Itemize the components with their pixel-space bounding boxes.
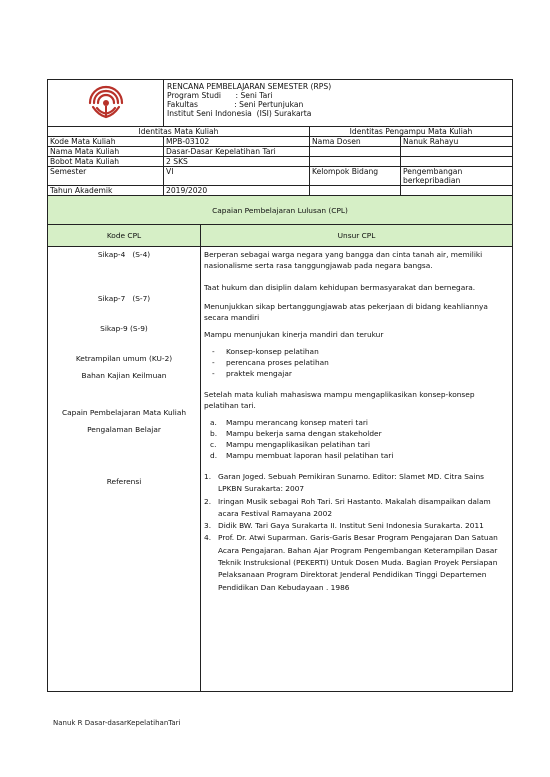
list-marker: 4. [204,533,212,543]
list-item [204,428,509,439]
cell-value [401,147,513,157]
cell-label: Kode Mata Kuliah [48,137,164,147]
cell-value [401,157,513,167]
sikap4-text: Berperan sebagai warga negara yang bangga dan cinta tanah air, memiliki nasionalisme serta rasa tanggungjawab pada negara bangsa. [204,250,483,270]
cell-label: Tahun Akademik [48,186,164,196]
table-row [48,147,513,157]
list-text: Prof. Dr. Atwi Suparman. Garis-Garis Besar Program Pengajaran Dan Satuan Acara Pengajaran. Bahan Ajar Program Pengembangan Keterampilan Dasar Teknik Instruksional (PEKERTI) Untuk Dosen Muda. Bagian Proyek Persiapan Pelaksanaan Program Direktorat Jenderal Pendidikan Tinggi Departemen Pendidikan Dan Kebudayaan . 1986 [218,533,498,592]
table-row [48,186,513,196]
sikap9-label: Sikap-9 (S-9) [100,324,148,333]
cell-value: Dasar-Dasar Kepelatihan Tari [164,147,310,157]
list-text: Mampu mengaplikasikan pelatihan tari [226,440,371,449]
list-marker: d. [210,451,218,460]
doc-title: RENCANA PEMBELAJARAN SEMESTER (RPS) [167,82,332,91]
identitas-mk-title: Identitas Mata Kuliah [48,127,310,137]
list-item: - perencana proses pelatihan [204,357,509,368]
institut: Institut Seni Indonesia (ISI) Surakarta [167,109,312,118]
bahan-list [204,346,509,379]
col-kode-cpl: Kode CPL [48,225,201,247]
cell-value: Nanuk Rahayu [401,137,513,147]
cell-label: Kelompok Bidang [310,167,401,186]
cell-label [310,186,401,196]
list-item [204,496,509,521]
cpl-codes [48,247,201,692]
cell-value: Pengembangan berkepribadian [401,167,513,186]
cell-label [310,157,401,167]
program-studi: Program Studi : Seni Tari [167,91,273,100]
list-marker: 2. [204,496,212,506]
cell-value: 2019/2020 [164,186,310,196]
cpmk-text: Setelah mata kuliah mahasiswa mampu mengaplikasikan konsep-konsep pelatihan tari. [204,390,475,410]
list-item [204,439,509,450]
cell-label: Semester [48,167,164,186]
sikap4-label: Sikap-4 (S-4) [97,250,151,259]
referensi-label: Referensi [106,477,142,486]
table-row [48,157,513,167]
cpl-section-title: Capaian Pembelajaran Lulusan (CPL) [48,196,513,225]
cpl-contents [201,247,513,692]
cell-label: Nama Mata Kuliah [48,147,164,157]
list-text: Mampu merancang konsep materi tari [226,418,368,427]
cell-value [401,186,513,196]
table-row [48,167,513,186]
list-text: Garan Joged. Sebuah Pemikiran Sunarno. Editor: Slamet MD. Citra Sains LPKBN Surakarta: 2007 [218,472,485,494]
pengalaman-list [204,417,509,461]
cell-value: MPB-03102 [164,137,310,147]
list-marker: b. [210,429,218,438]
fakultas: Fakultas : Seni Pertunjukan [167,100,304,109]
sikap7-text: Taat hukum dan disiplin dalam kehidupan bermasyarakat dan bernegara. [204,283,476,292]
list-text: Mampu membuat laporan hasil pelatihan tari [226,451,394,460]
ku2-text: Mampu menunjukan kinerja mandiri dan terukur [204,330,384,339]
cell-label: Bobot Mata Kuliah [48,157,164,167]
list-item [204,417,509,428]
identitas-pengampu-title: Identitas Pengampu Mata Kuliah [310,127,513,137]
document-header [164,80,513,127]
bahan-label: Bahan Kajian Keilmuan [81,371,167,380]
list-marker: 3. [204,521,212,531]
rps-document [47,79,512,692]
list-item [204,450,509,461]
col-unsur-cpl: Unsur CPL [201,225,513,247]
cell-label [310,147,401,157]
ku2-label: Ketrampilan umum (KU-2) [75,354,173,363]
list-item [204,471,509,496]
list-marker: 1. [204,472,212,481]
list-text: Iringan Musik sebagai Roh Tari. Sri Hastanto. Makalah disampaikan dalam acara Festival Ramayana 2002 [218,496,491,518]
list-marker: c. [210,440,217,449]
table-row [48,137,513,147]
cpmk-label: Capain Pembelajaran Mata Kuliah [61,408,187,417]
cell-label: Nama Dosen [310,137,401,147]
list-marker: a. [210,418,217,427]
list-item: - praktek mengajar [204,368,509,379]
list-item: - Konsep-konsep pelatihan [204,346,509,357]
list-text: Mampu bekerja sama dengan stakeholder [226,429,382,438]
cpl-table [47,195,513,692]
identitas-table [47,79,513,196]
list-item [204,520,509,532]
list-item [204,532,509,593]
referensi-list [204,471,509,594]
sikap9-text: Menunjukkan sikap bertanggungjawab atas pekerjaan di bidang keahliannya secara mandiri [204,302,488,322]
cell-value: 2 SKS [164,157,310,167]
pengalaman-label: Pengalaman Belajar [87,425,161,434]
cell-value: VI [164,167,310,186]
sikap7-label: Sikap-7 (S-7) [97,294,151,303]
isi-logo-icon [85,82,127,122]
list-text: Didik BW. Tari Gaya Surakarta II. Institut Seni Indonesia Surakarta. 2011 [218,521,484,531]
logo-cell [48,80,164,127]
page-footer: Nanuk R Dasar-dasarKepelatihanTari [53,719,181,727]
